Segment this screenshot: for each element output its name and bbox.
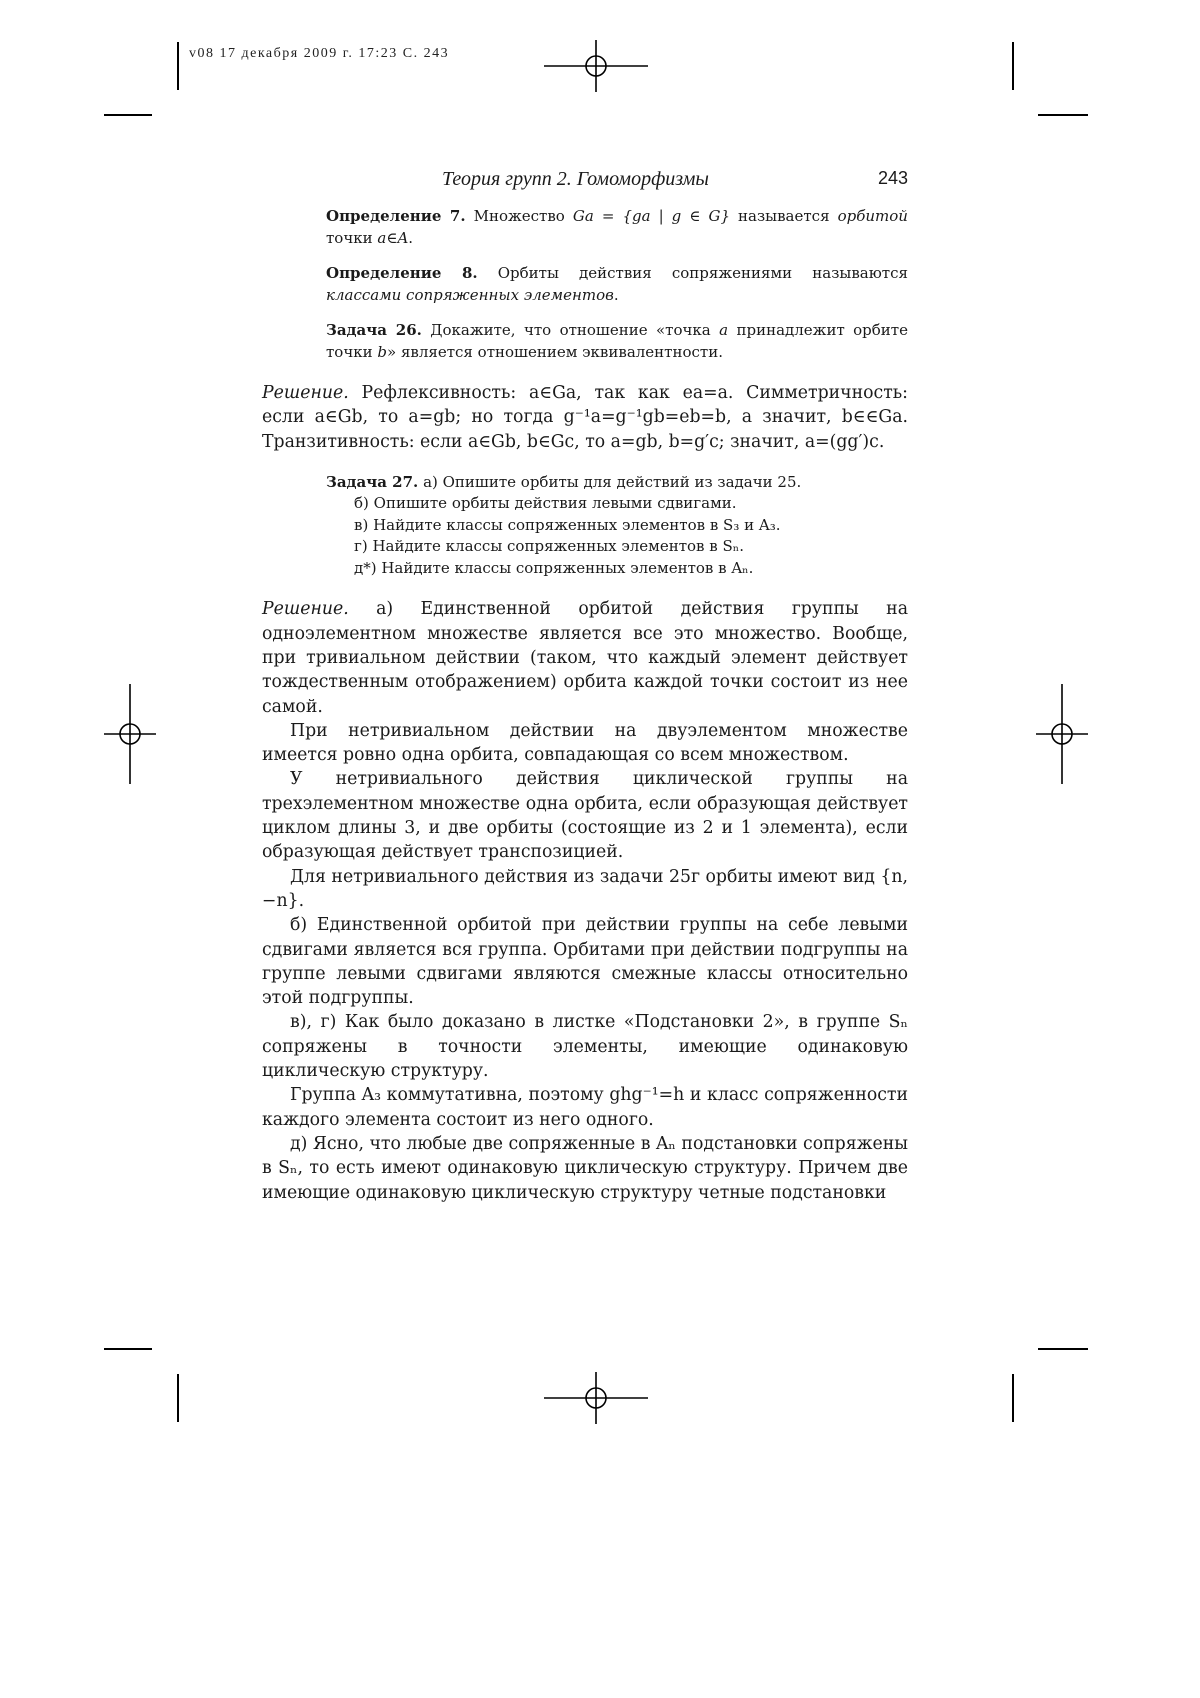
definition-8 (326, 263, 908, 306)
definition-text: Множество (473, 207, 565, 225)
definition-text: точки (326, 228, 373, 247)
crop-mark (104, 114, 152, 116)
paragraph: д) Ясно, что любые две сопряженные в Aₙ подстановки сопряжены в Sₙ, то есть имеют одинаковую циклическую структуру. Причем две имеющие одинаковую циклическую структуру четные подстановки (262, 1133, 908, 1203)
task-text: Докажите, что отношение «точка (430, 321, 711, 339)
paragraph: При нетривиальном действии на двуэлементом множестве имеется ровно одна орбита, совпадающая со всем множеством. (262, 720, 908, 766)
registration-mark-top (544, 40, 648, 92)
solution-label: Решение. (262, 383, 349, 403)
task-27-item (326, 472, 908, 494)
running-head (262, 168, 908, 194)
print-slug: v08 17 декабря 2009 г. 17:23 С. 243 (189, 46, 450, 61)
definition-label: Определение 8. (326, 264, 478, 282)
paragraph: У нетривиального действия циклической группы на трехэлементном множестве одна орбита, если образующая действует циклом длины 3, и две орбиты (состоящие из 2 и 1 элемента), если образующая действует транспозицией. (262, 769, 908, 863)
paragraph: Группа A₃ коммутативна, поэтому ghg⁻¹=h и класс сопряженности каждого элемента состоит из него одного. (262, 1085, 908, 1130)
solution-label: Решение. (262, 599, 349, 620)
crop-mark (104, 1348, 152, 1350)
defined-term: классами сопряженных элементов (326, 285, 614, 304)
paragraph: Для нетривиального действия из задачи 25г орбиты имеют вид {n, −n}. (262, 866, 908, 911)
formula: a∈A (377, 228, 409, 247)
task-27-item: д*) Найдите классы сопряженных элементов в Aₙ. (354, 558, 754, 577)
punctuation: . (613, 285, 619, 304)
variable: a (719, 321, 729, 339)
defined-term: орбитой (837, 207, 908, 225)
solution-26 (262, 381, 908, 454)
crop-mark (177, 42, 179, 90)
task-27-item: в) Найдите классы сопряженных элементов в S₃ и A₃. (354, 515, 781, 534)
crop-mark (1038, 1348, 1088, 1350)
registration-mark-right (1036, 684, 1088, 784)
solution-27 (262, 597, 908, 1204)
page-body (262, 206, 908, 1205)
crop-mark (1012, 42, 1014, 90)
task-27 (326, 472, 908, 580)
crop-mark (177, 1374, 179, 1422)
page-number: 243 (877, 168, 908, 188)
solution-text: а) Единственной орбитой действия группы на одноэлементном множестве является все это множество. Вообще, при тривиальном действии (таком, что каждый элемент действует тождественным отображением) орбита каждой точки состоит из нее самой. (262, 599, 909, 717)
task-26 (326, 320, 908, 363)
solution-text: Рефлексивность: a∈Ga, так как ea=a. Симметричность: если a∈Gb, то a=gb; но тогда g⁻¹a=g⁻¹gb=eb=b, а значит, b∈∈Ga. Транзитивность: если a∈Gb, b∈Gc, то a=gb, b=g′c; значит, a=(gg′)c. (262, 383, 908, 452)
crop-mark (1012, 1374, 1014, 1422)
definition-text: называется (738, 207, 830, 225)
task-27-item: г) Найдите классы сопряженных элементов в Sₙ. (354, 537, 744, 556)
punctuation: . (408, 228, 414, 247)
task-text: принадлежит орбите точки (326, 321, 908, 361)
registration-mark-bottom (544, 1372, 648, 1424)
definition-label: Определение 7. (326, 207, 466, 225)
task-27-item: б) Опишите орбиты действия левыми сдвигами. (354, 494, 737, 513)
definition-7 (326, 206, 908, 249)
registration-mark-left (104, 684, 156, 784)
paragraph (262, 597, 908, 718)
task-text: » является отношением эквивалентности. (387, 342, 723, 361)
formula: Ga = {ga | g ∈ G} (572, 207, 730, 225)
task-label: Задача 26. (326, 321, 422, 339)
task-label: Задача 27. (326, 472, 419, 491)
task-item: а) Опишите орбиты для действий из задачи 25. (423, 472, 802, 491)
variable: b (377, 342, 388, 361)
definition-text: Орбиты действия сопряжениями называются (497, 264, 908, 282)
crop-mark (1038, 114, 1088, 116)
running-title: Теория групп 2. Гомоморфизмы (442, 168, 709, 190)
paragraph: в), г) Как было доказано в листке «Подстановки 2», в группе Sₙ сопряжены в точности элементы, имеющие одинаковую циклическую структуру. (262, 1012, 908, 1082)
paragraph: б) Единственной орбитой при действии группы на себе левыми сдвигами является вся группа. Орбитами при действии подгруппы на группе левыми сдвигами являются смежные классы относительно этой подгруппы. (262, 915, 908, 1009)
